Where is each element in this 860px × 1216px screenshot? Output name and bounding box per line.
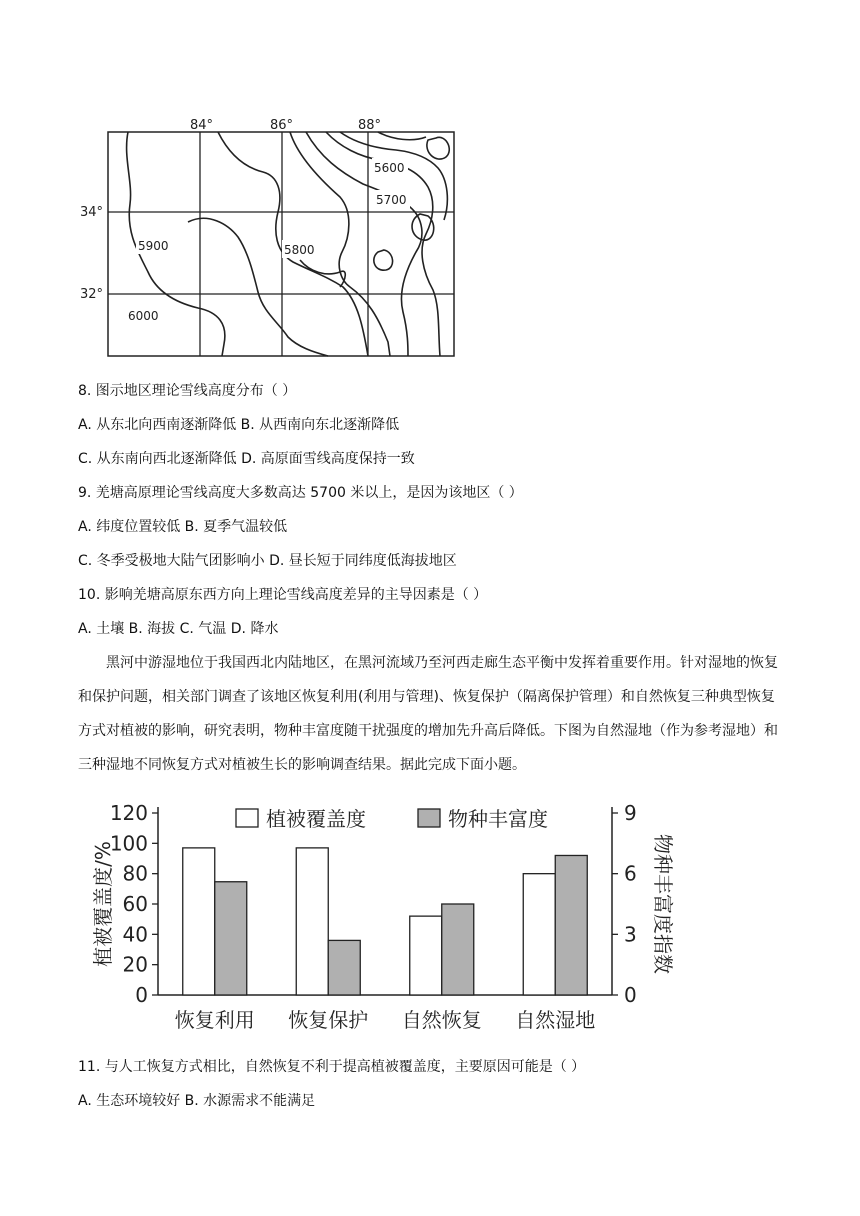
bar-vegetation-coverage xyxy=(410,916,442,995)
question-9-stem: 9. 羌塘高原理论雪线高度大多数高达 5700 米以上，是因为该地区（ ） xyxy=(78,485,523,501)
latitude-label: 32° xyxy=(80,287,104,302)
category-label: 恢复利用 xyxy=(174,1008,255,1032)
question-8-stem: 8. 图示地区理论雪线高度分布（ ） xyxy=(78,383,297,399)
bar-species-richness xyxy=(442,904,474,995)
question-11-options-ab: A. 生态环境较好 B. 水源需求不能满足 xyxy=(78,1093,316,1109)
contour-label: 5900 xyxy=(138,239,169,253)
bar-species-richness xyxy=(215,882,247,995)
y-tick-label: 100 xyxy=(109,831,148,856)
y-tick-label: 20 xyxy=(122,952,148,977)
y2-tick-label: 0 xyxy=(624,983,637,1007)
category-label: 恢复保护 xyxy=(288,1008,369,1032)
bar-species-richness xyxy=(555,855,587,995)
question-9-options-ab: A. 纬度位置较低 B. 夏季气温较低 xyxy=(78,519,288,535)
latitude-label: 34° xyxy=(80,205,104,220)
question-10-stem: 10. 影响羌塘高原东西方向上理论雪线高度差异的主导因素是（ ） xyxy=(78,587,488,603)
y2-tick-label: 9 xyxy=(624,801,637,825)
longitude-label: 88° xyxy=(358,118,382,133)
legend-swatch-species xyxy=(418,809,440,827)
y2-tick-label: 6 xyxy=(624,861,637,886)
question-8-options-cd: C. 从东南向西北逐渐降低 D. 高原面雪线高度保持一致 xyxy=(78,451,415,467)
y-tick-label: 80 xyxy=(122,861,148,886)
bar-species-richness xyxy=(328,940,360,995)
bar-vegetation-coverage xyxy=(523,874,555,995)
contour-label: 6000 xyxy=(128,309,159,323)
bar-chart xyxy=(78,783,678,1045)
longitude-label: 86° xyxy=(270,118,294,133)
legend-label-vegetation: 植被覆盖度 xyxy=(266,807,366,831)
legend-label-species: 物种丰富度 xyxy=(448,807,548,831)
y-axis-title: 植被覆盖度/% xyxy=(91,841,115,967)
contour-label: 5800 xyxy=(284,243,315,257)
passage: 黑河中游湿地位于我国西北内陆地区，在黑河流域乃至河西走廊生态平衡中发挥着重要作用。针对湿地的恢复和保护问题，相关部门调查了该地区恢复利用(利用与管理)、恢复保护（隔离保护管理）和自然恢复三种典型恢复方式对植被的影响，研究表明，物种丰富度随干扰强度的增加先升高后降低。下图为自然湿地（作为参考湿地）和三种湿地不同恢复方式对植被生长的影响调查结果。据此完成下面小题。 xyxy=(78,655,778,773)
bar-vegetation-coverage xyxy=(296,848,328,995)
contour-label: 5600 xyxy=(374,161,405,175)
y2-tick-label: 3 xyxy=(624,922,637,947)
y-tick-label: 0 xyxy=(135,983,148,1007)
contour-map xyxy=(78,112,462,364)
y2-axis-title: 物种丰富度指数 xyxy=(651,834,675,974)
category-label: 自然湿地 xyxy=(515,1008,596,1032)
question-9-options-cd: C. 冬季受极地大陆气团影响小 D. 昼长短于同纬度低海拔地区 xyxy=(78,553,457,569)
y-tick-label: 60 xyxy=(122,892,148,916)
category-label: 自然恢复 xyxy=(401,1008,482,1032)
y-tick-label: 120 xyxy=(109,801,148,825)
question-11-stem: 11. 与人工恢复方式相比，自然恢复不利于提高植被覆盖度，主要原因可能是（ ） xyxy=(78,1059,586,1075)
question-10-options: A. 土壤 B. 海拔 C. 气温 D. 降水 xyxy=(78,621,279,637)
bar-vegetation-coverage xyxy=(183,848,215,995)
y-tick-label: 40 xyxy=(122,922,148,947)
question-8-options-ab: A. 从东北向西南逐渐降低 B. 从西南向东北逐渐降低 xyxy=(78,417,400,433)
legend-swatch-vegetation xyxy=(236,809,258,827)
longitude-label: 84° xyxy=(190,118,214,133)
contour-label: 5700 xyxy=(376,193,407,207)
